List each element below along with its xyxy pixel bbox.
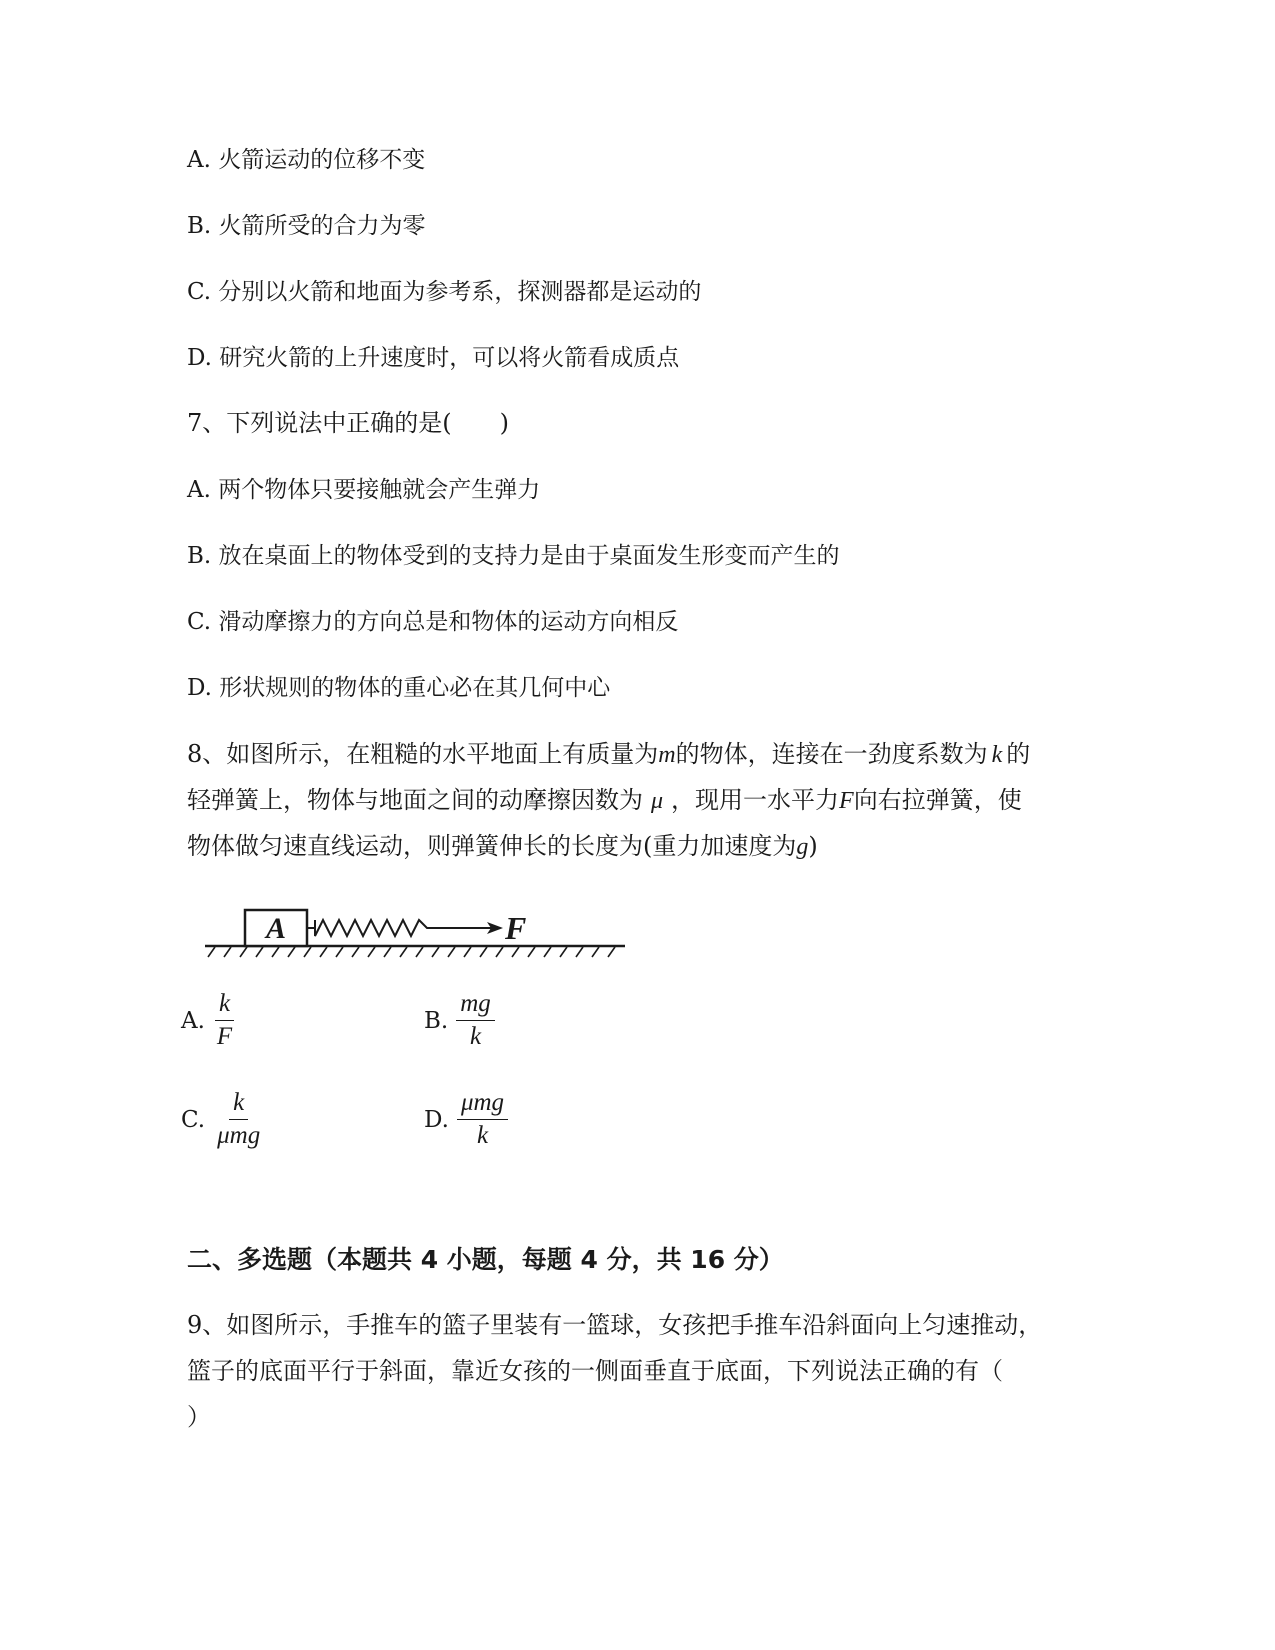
q6-option-c: C. 分别以火箭和地面为参考系，探测器都是运动的 bbox=[187, 279, 702, 305]
q8-text: 向右拉弹簧，使 bbox=[853, 786, 1022, 814]
q6-option-d: D. 研究火箭的上升速度时，可以将火箭看成质点 bbox=[187, 345, 680, 371]
denominator: μmg bbox=[217, 1122, 261, 1149]
var-m: m bbox=[658, 742, 676, 768]
denominator: k bbox=[469, 1023, 482, 1050]
q8-stem-line-2 bbox=[187, 785, 1022, 816]
q6-option-a: A. 火箭运动的位移不变 bbox=[187, 147, 426, 173]
fraction bbox=[213, 1089, 264, 1150]
q8-option-b bbox=[424, 990, 495, 1051]
numerator: k bbox=[229, 1089, 248, 1120]
option-label: A. bbox=[181, 1007, 205, 1034]
fraction bbox=[457, 1089, 508, 1150]
q9-stem-line-1: 9、如图所示，手推车的篮子里装有一篮球，女孩把手推车沿斜面向上匀速推动， bbox=[187, 1311, 1043, 1339]
denominator: k bbox=[476, 1122, 489, 1149]
option-label: D. bbox=[424, 1106, 449, 1133]
q8-text: 的 bbox=[1006, 740, 1031, 768]
var-g: g bbox=[796, 834, 809, 860]
block-label: A bbox=[265, 912, 287, 945]
spring bbox=[307, 920, 431, 936]
var-k: k bbox=[991, 742, 1003, 768]
q8-text: ，现用一水平力 bbox=[671, 786, 840, 814]
q8-text: 8、如图所示，在粗糙的水平地面上有质量为 bbox=[187, 740, 659, 768]
q8-option-c bbox=[181, 1089, 264, 1150]
q8-figure bbox=[205, 905, 645, 970]
fraction bbox=[456, 990, 495, 1051]
q8-text: ) bbox=[808, 832, 818, 860]
numerator: k bbox=[215, 990, 234, 1021]
var-F: F bbox=[839, 788, 854, 814]
q6-option-b: B. 火箭所受的合力为零 bbox=[187, 213, 426, 239]
numerator: mg bbox=[456, 990, 495, 1021]
q7-option-a: A. 两个物体只要接触就会产生弹力 bbox=[187, 477, 541, 503]
q8-stem-line-3 bbox=[187, 831, 818, 862]
q8-text: 物体做匀速直线运动，则弹簧伸长的长度为(重力加速度为 bbox=[187, 832, 797, 860]
force-label: F bbox=[505, 910, 527, 946]
q7-option-c: C. 滑动摩擦力的方向总是和物体的运动方向相反 bbox=[187, 609, 679, 635]
q8-text: 的物体，连接在一劲度系数为 bbox=[675, 740, 988, 768]
denominator: F bbox=[216, 1023, 233, 1050]
q7-option-d: D. 形状规则的物体的重心必在其几何中心 bbox=[187, 675, 611, 701]
q8-stem-line-1 bbox=[187, 739, 1030, 770]
q9-stem-line-3: ） bbox=[187, 1403, 211, 1431]
option-label: C. bbox=[181, 1106, 206, 1133]
numerator: μmg bbox=[457, 1089, 508, 1120]
var-mu: μ bbox=[651, 788, 664, 814]
q8-option-d bbox=[424, 1089, 508, 1150]
q7-stem: 7、下列说法中正确的是( ) bbox=[187, 409, 509, 437]
section-heading: 二、多选题（本题共 4 小题，每题 4 分，共 16 分） bbox=[187, 1245, 784, 1274]
q9-stem-line-2: 篮子的底面平行于斜面，靠近女孩的一侧面垂直于底面，下列说法正确的有（ bbox=[187, 1357, 1003, 1385]
q8-option-a bbox=[181, 990, 236, 1051]
fraction bbox=[213, 990, 236, 1051]
ground-hatching bbox=[208, 947, 615, 957]
option-label: B. bbox=[424, 1007, 449, 1034]
q8-text: 轻弹簧上，物体与地面之间的动摩擦因数为 bbox=[187, 786, 643, 814]
q7-option-b: B. 放在桌面上的物体受到的支持力是由于桌面发生形变而产生的 bbox=[187, 543, 840, 569]
